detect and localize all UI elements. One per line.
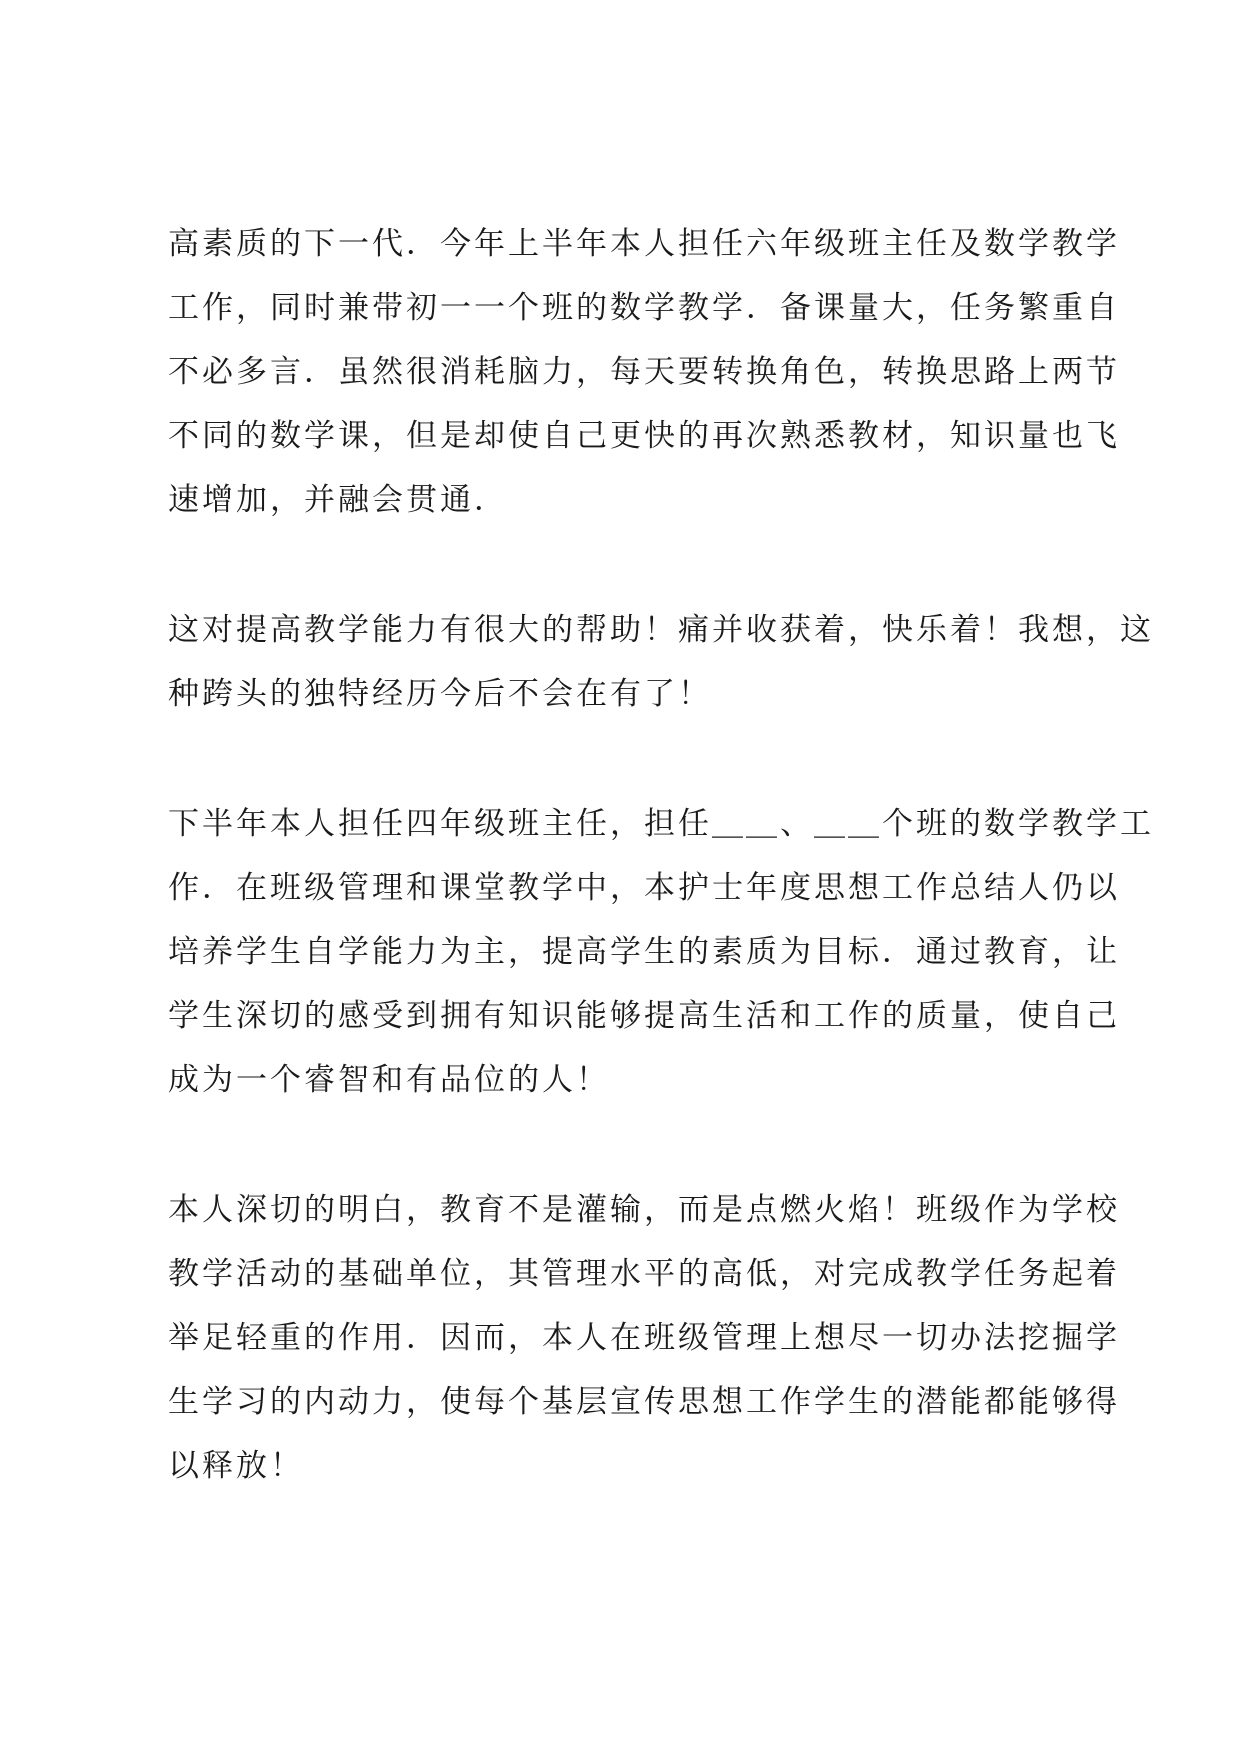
paragraph-1 [168, 222, 1120, 542]
text-line: 速增加，并融会贯通． [168, 482, 508, 518]
text-line: 高素质的下一代．今年上半年本人担任六年级班主任及数学教学 [168, 226, 1120, 262]
text-line: 生学习的内动力，使每个基层宣传思想工作学生的潜能都能够得 [168, 1384, 1120, 1420]
text-line: 本人深切的明白，教育不是灌输，而是点燃火焰！班级作为学校 [168, 1192, 1120, 1228]
text-line: 种跨头的独特经历今后不会在有了！ [168, 676, 712, 712]
paragraph-3 [168, 802, 1154, 1122]
paragraph-spacer [168, 736, 1088, 802]
text-line: 以释放！ [168, 1448, 304, 1484]
text-line: 成为一个睿智和有品位的人！ [168, 1062, 610, 1098]
text-line: 培养学生自学能力为主，提高学生的素质为目标．通过教育，让 [168, 934, 1120, 970]
document-body [168, 222, 1154, 1508]
paragraph-spacer [168, 542, 1088, 608]
text-line: 不必多言．虽然很消耗脑力，每天要转换角色，转换思路上两节 [168, 354, 1120, 390]
text-line: 这对提高教学能力有很大的帮助！痛并收获着，快乐着！我想，这 [168, 612, 1154, 648]
text-line: 下半年本人担任四年级班主任，担任＿＿、＿＿个班的数学教学工 [168, 806, 1154, 842]
paragraph-4 [168, 1188, 1120, 1508]
text-line: 学生深切的感受到拥有知识能够提高生活和工作的质量，使自己 [168, 998, 1120, 1034]
text-line: 教学活动的基础单位，其管理水平的高低，对完成教学任务起着 [168, 1256, 1120, 1292]
text-line: 举足轻重的作用．因而，本人在班级管理上想尽一切办法挖掘学 [168, 1320, 1120, 1356]
paragraph-spacer [168, 1122, 1088, 1188]
paragraph-2 [168, 608, 1154, 736]
text-line: 不同的数学课，但是却使自己更快的再次熟悉教材，知识量也飞 [168, 418, 1120, 454]
text-line: 作．在班级管理和课堂教学中，本护士年度思想工作总结人仍以 [168, 870, 1120, 906]
text-line: 工作，同时兼带初一一个班的数学教学．备课量大，任务繁重自 [168, 290, 1120, 326]
